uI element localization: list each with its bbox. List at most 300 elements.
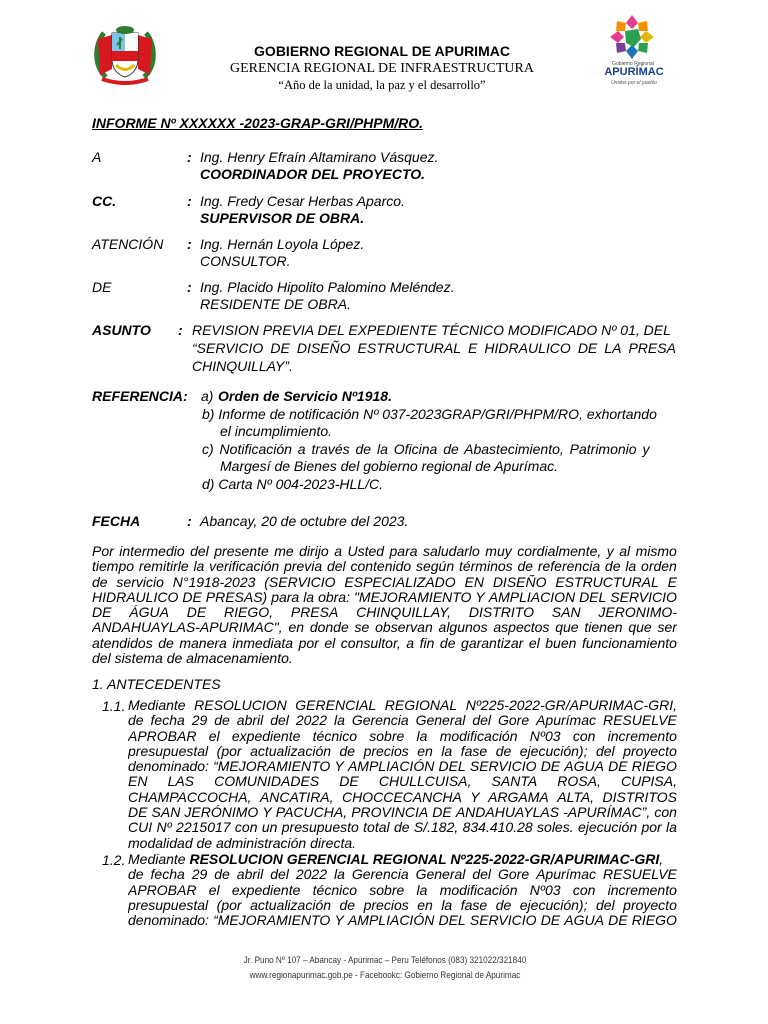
word: fase [460,743,488,759]
word: LAS [167,774,195,790]
word: presupuesto [281,820,359,836]
word: y [606,544,614,559]
word: de [604,559,621,575]
word: "MEJORAMIENTO [353,589,472,605]
word: ALTA, [557,789,595,805]
word: Y [262,805,272,821]
ref-a: Orden de Servicio Nº1918. [218,388,392,404]
footer-address: Jr. Puno Nº 107 – Abancay - Apurimac – Peru Teléfonos (083) 321022/321840 [243,955,527,966]
word: para [271,589,300,605]
word: PACUCHA, [275,805,348,821]
word: servicio [116,574,164,590]
word: con [572,728,596,744]
word: modificación [439,882,518,898]
word: N°1918-2023 [172,574,256,590]
word: Mediante [128,698,186,713]
word: por [298,635,319,651]
word: con [572,882,596,898]
word: General [415,713,466,729]
word: fin [419,635,435,651]
word: RIEGO [631,913,677,929]
word: del [472,713,492,729]
word: SERVICIO [469,913,537,929]
word: del [190,544,209,559]
word: ANDAHUAYLAS [455,805,560,821]
word: se [354,620,370,636]
word: fase [460,897,488,913]
word: DISEÑO [492,574,547,590]
logo-gobierno-regional-text: Gobierno Regional [612,61,654,67]
word: del [595,743,615,759]
word: SANTA [491,774,538,790]
asunto-line-3: CHINQUILLAY”. [192,358,293,374]
word: DEL [579,589,607,605]
word: en [417,897,433,913]
word: DE [577,340,598,356]
word: dirijo [299,544,329,559]
de-name: Ing. Placido Hipolito Palomino Meléndez. [200,279,455,295]
word: el [208,882,220,898]
word: ESTRUCTURAL [357,340,462,356]
word: Por [92,544,114,559]
item-1-2-line [128,913,677,928]
word: DE [540,913,561,929]
word: Y [470,789,480,805]
word: de [439,635,456,651]
word: a [334,544,342,559]
apurimac-region-logo [604,12,660,62]
atencion-colon: : [187,236,192,252]
word: inmediata [232,635,294,651]
footer-website: www.regionapurimac.gob.pe - Facebookc: Gobierno Regional de Apurimac [249,970,521,981]
word: la [303,589,315,605]
word: del [472,867,492,883]
word: APROBAR [128,728,197,744]
word: DE [339,774,359,790]
word: JERONIMO- [598,605,677,621]
word: -APURÍMAC”, [563,805,651,821]
de-label: DE [92,279,112,295]
word: modificación [439,728,518,744]
word: de [92,574,108,590]
word: soles. [537,820,574,836]
word: términos [458,559,513,575]
fecha-colon: : [187,513,192,529]
word: ROSA, [557,774,601,790]
word: la [666,820,677,836]
word: CHULLCUISA, [378,774,472,790]
word: RESUELVE [602,867,677,883]
word: de [393,820,410,836]
item-1-1-line [128,820,677,835]
word: Gerencia [351,867,409,883]
word: incremento [607,882,677,898]
word: Y [475,589,485,605]
word: tiempo [92,559,135,575]
word: PRESA [628,340,676,356]
item-1-2-first-line: Mediante RESOLUCION GERENCIAL REGIONAL Nº225-2022-GR/APURIMAC-GRI, [128,852,664,867]
word: remitirle [138,559,189,575]
word: HIDRAULICO [92,589,179,605]
word: 2022 [295,867,328,883]
de-role: RESIDENTE DE OBRA. [200,296,351,312]
word: obra: [318,589,350,605]
item-1-2-line [128,883,677,898]
word: RESOLUCION [194,698,287,713]
word: de [214,867,230,883]
word: ESPECIALIZADO [344,574,456,590]
word: fecha [150,867,185,883]
word: HIDRAULICO [484,340,571,356]
word: un [261,820,278,836]
word: DE [432,805,452,821]
cc-role: SUPERVISOR DE OBRA. [200,210,365,226]
word: DISTRITOS [602,789,677,805]
word: la [193,559,205,575]
word: del [270,713,289,729]
word: presupuestal [128,743,209,759]
dept-title: GERENCIA REGIONAL DE INFRAESTRUCTURA [230,61,534,76]
word: presupuestal [128,897,209,913]
word: PROVINCIA [351,805,429,821]
word: sobre [369,882,405,898]
section-antecedentes-heading: 1. ANTECEDENTES [92,676,221,692]
word: ANCATIRA, [259,789,334,805]
item-1-1-line [128,790,677,805]
intro-line [92,636,677,651]
word: (por [216,897,242,913]
word: (SERVICIO [264,574,336,590]
item-1-2-paragraph [128,852,677,928]
word: muy [485,544,512,559]
word: REGIONAL [384,698,458,713]
word: el [208,728,220,744]
word: GERENCIAL [295,698,377,713]
word: SERVICIO [469,759,537,775]
word: DISEÑO [296,340,351,356]
word: Gore [498,867,530,883]
item-1-1-line: modalidad de administración directa. [128,835,357,851]
word: ser [657,620,677,636]
word: precios [363,897,409,913]
cc-label: CC. [92,193,117,209]
word: Nº225-2022-GR/APURIMAC-GRI, [465,698,677,713]
word: AMPLIACION [488,589,576,605]
word: expediente [231,882,301,898]
word: cordialmente, [517,544,602,559]
word: al [619,544,631,559]
word: la [416,728,428,744]
word: de [158,635,174,651]
item-1-1-paragraph [128,698,677,851]
word: de [517,559,534,575]
word: EN [128,774,148,790]
word: saludarlo [423,544,480,559]
word: de [128,713,144,729]
item-1-2-number: 1.2. [102,852,126,868]
word: CHAMPACCOCHA, [128,789,252,805]
word: técnico [312,882,357,898]
word: RIEGO [631,759,677,775]
word: CUI [128,820,153,836]
word: CHINQUILLAY, [356,605,452,621]
de-colon: : [187,279,192,295]
word: DE [128,805,148,821]
word: DISTRITO [468,605,534,621]
word: DEL [438,759,466,775]
word: ESTRUCTURAL [555,574,659,590]
atencion-name: Ing. Hernán Loyola López. [200,236,365,252]
ref-c-line-2: Margesí de Bienes del gobierno regional de Apurímac. [220,458,559,474]
word: proyecto [623,743,677,759]
word: Usted [347,544,385,559]
atencion-role: CONSULTOR. [200,253,291,269]
word: abril [236,867,264,883]
word: Apurímac [536,713,596,729]
item-1-1-line [128,759,677,774]
ref-b-line-1: b) Informe de notificación Nº 037-2023GRAP/GRI/PHPM/RO, exhortando [202,406,657,422]
word: Nº03 [529,728,561,744]
word: DE [186,605,207,621]
word: en [417,743,433,759]
word: intermedio [119,544,185,559]
word: orden [641,559,677,575]
word: DE [92,605,112,621]
item-1-2-line [128,867,677,882]
word: CUPISA, [620,774,677,790]
word: JERÓNIMO [184,805,259,821]
peru-coat-of-arms-logo [92,25,158,87]
word: SERVICIO [610,589,677,605]
word: actualización [250,743,332,759]
word: la [441,897,453,913]
word: de [495,897,512,913]
word: Y [334,913,344,929]
word: proyecto [623,897,677,913]
word: 29 [191,713,208,729]
word: DEL [438,913,466,929]
fecha-label: FECHA [92,513,141,529]
word: ÁGUA [129,605,169,621]
word: del [595,897,615,913]
word: con [234,820,258,836]
word: me [274,544,294,559]
word: verificación [209,559,280,575]
intro-line [92,544,677,559]
word: CHOCCECANCHA [342,789,462,805]
word: la [333,713,345,729]
word: Y [334,759,344,775]
word: garantizar [461,635,524,651]
word: la [333,867,345,883]
word: EN [464,574,484,590]
word: actualización [250,897,332,913]
word: (por [216,743,242,759]
word: General [415,867,466,883]
word: de [495,743,512,759]
motto: “Año de la unidad, la paz y el desarrollo” [278,78,486,92]
word: SAN [551,605,581,621]
a-name: Ing. Henry Efraín Altamirano Vásquez. [200,149,439,165]
word: en [288,620,305,636]
word: AMPLIACIÓN [347,759,435,775]
intro-line [92,605,677,620]
ref-a-prefix: a) [201,388,214,404]
word: la [416,882,428,898]
word: precios [363,743,409,759]
word: fecha [150,713,185,729]
intro-line: del sistema de almacenamiento. [92,651,293,667]
word: DE [608,913,628,929]
word: ejecución [577,820,638,836]
word: previa [284,559,323,575]
word: a [406,635,415,651]
word: Nº [156,820,172,836]
word: PRESAS) [205,589,268,605]
intro-line [92,590,677,605]
word: algunos [438,620,488,636]
word: consultor, [340,635,401,651]
word: AMPLIACIÓN [347,913,435,929]
word: de [339,743,356,759]
cc-colon: : [187,193,192,209]
asunto-label: ASUNTO [92,322,151,338]
word: técnico [312,728,357,744]
word: PRESA [290,605,339,621]
word: denominado: [128,759,209,775]
word: 29 [191,867,208,883]
word: total [363,820,390,836]
word: atendidos [92,635,153,651]
word: 2022 [295,713,328,729]
word: AGUA [564,759,604,775]
cc-name: Ing. Fredy Cesar Herbas Aparco. [200,193,405,209]
word: APROBAR [128,882,197,898]
item-1-1-line [128,698,677,713]
word: buen [545,635,577,651]
item-1-1-line [128,744,677,759]
word: denominado: [128,913,209,929]
word: AGUA [564,913,604,929]
word: mismo [635,544,677,559]
word: DE [608,759,628,775]
word: Nº03 [529,882,561,898]
word: que [555,620,579,636]
word: para [389,544,418,559]
word: abril [236,713,264,729]
item-1-2-line [128,898,677,913]
a-label: A [92,149,102,165]
intro-line [92,620,677,635]
item-1-1-line [128,713,677,728]
word: del [326,559,346,575]
word: aspectos [493,620,550,636]
word: del [270,867,289,883]
word: LA [604,340,622,356]
word: ARGAMA [488,789,549,805]
word: “MEJORAMIENTO [213,913,331,929]
word: Apurímac [536,867,596,883]
fecha-value: Abancay, 20 de octubre del 2023. [200,513,409,529]
word: “MEJORAMIENTO [213,759,331,775]
word: donde [309,620,349,636]
word: presente [214,544,269,559]
word: de [128,867,144,883]
word: según [415,559,455,575]
ref-c-line-1: c) Notificación a través de la Oficina de Abastecimiento, Patrimonio y [202,441,650,457]
word: de [214,713,230,729]
asunto-line-2 [192,340,676,357]
word: RESUELVE [602,713,677,729]
word: de [339,897,356,913]
word: 2215017 [176,820,231,836]
item-1-1-number: 1.1. [102,698,126,714]
word: incremento [607,728,677,744]
word: DE [182,589,202,605]
word: “SERVICIO [192,340,264,356]
referencia-label: REFERENCIA: [92,388,188,404]
atencion-label: ATENCIÓN [92,236,164,252]
intro-paragraph [92,544,677,666]
word: ejecución); [519,743,588,759]
word: E [667,574,677,590]
logo-apurimac-text: APURÍMAC [604,66,664,78]
word: DE [270,340,290,356]
a-role: COORDINADOR DEL PROYECTO. [200,166,426,182]
word: referencia [537,559,601,575]
word: SAN [151,805,181,821]
item-1-1-line [128,805,677,820]
a-colon: : [187,149,192,165]
word: expediente [231,728,301,744]
logo-tagline: Unidos por el pueblo [611,80,657,86]
intro-line [92,559,677,574]
word: observan [375,620,433,636]
word: RIEGO, [224,605,274,621]
ref-d: d) Carta Nº 004-2023-HLL/C. [202,476,383,492]
word: Gore [498,713,530,729]
org-title: GOBIERNO REGIONAL DE APURIMAC [254,43,510,59]
word: por [641,820,662,836]
word: E [468,340,478,356]
word: la [441,743,453,759]
word: ANDAHUAYLAS-APURIMAC", [92,620,283,636]
word: el [528,635,540,651]
asunto-colon: : [178,322,183,338]
word: la [625,559,637,575]
word: ejecución); [519,897,588,913]
word: sobre [369,728,405,744]
ref-b-line-2: el incumplimiento. [220,423,333,439]
asunto-line-1: REVISION PREVIA DEL EXPEDIENTE TÉCNICO MODIFICADO Nº 01, DEL [192,322,671,338]
word: contenido [350,559,412,575]
word: Gerencia [351,713,409,729]
report-title: INFORME Nº XXXXXX -2023-GRAP-GRI/PHPM/RO. [92,115,424,131]
item-1-1-line [128,729,677,744]
word: que [628,620,652,636]
word: manera [179,635,227,651]
word: tienen [584,620,623,636]
intro-line [92,575,677,590]
word: S/.182, [413,820,459,836]
word: funcionamiento [581,635,677,651]
word: COMUNIDADES [214,774,320,790]
item-1-1-line [128,774,677,789]
word: el [324,635,336,651]
word: 834.410.28 [462,820,533,836]
word: con [654,805,677,821]
word: DE [540,759,561,775]
